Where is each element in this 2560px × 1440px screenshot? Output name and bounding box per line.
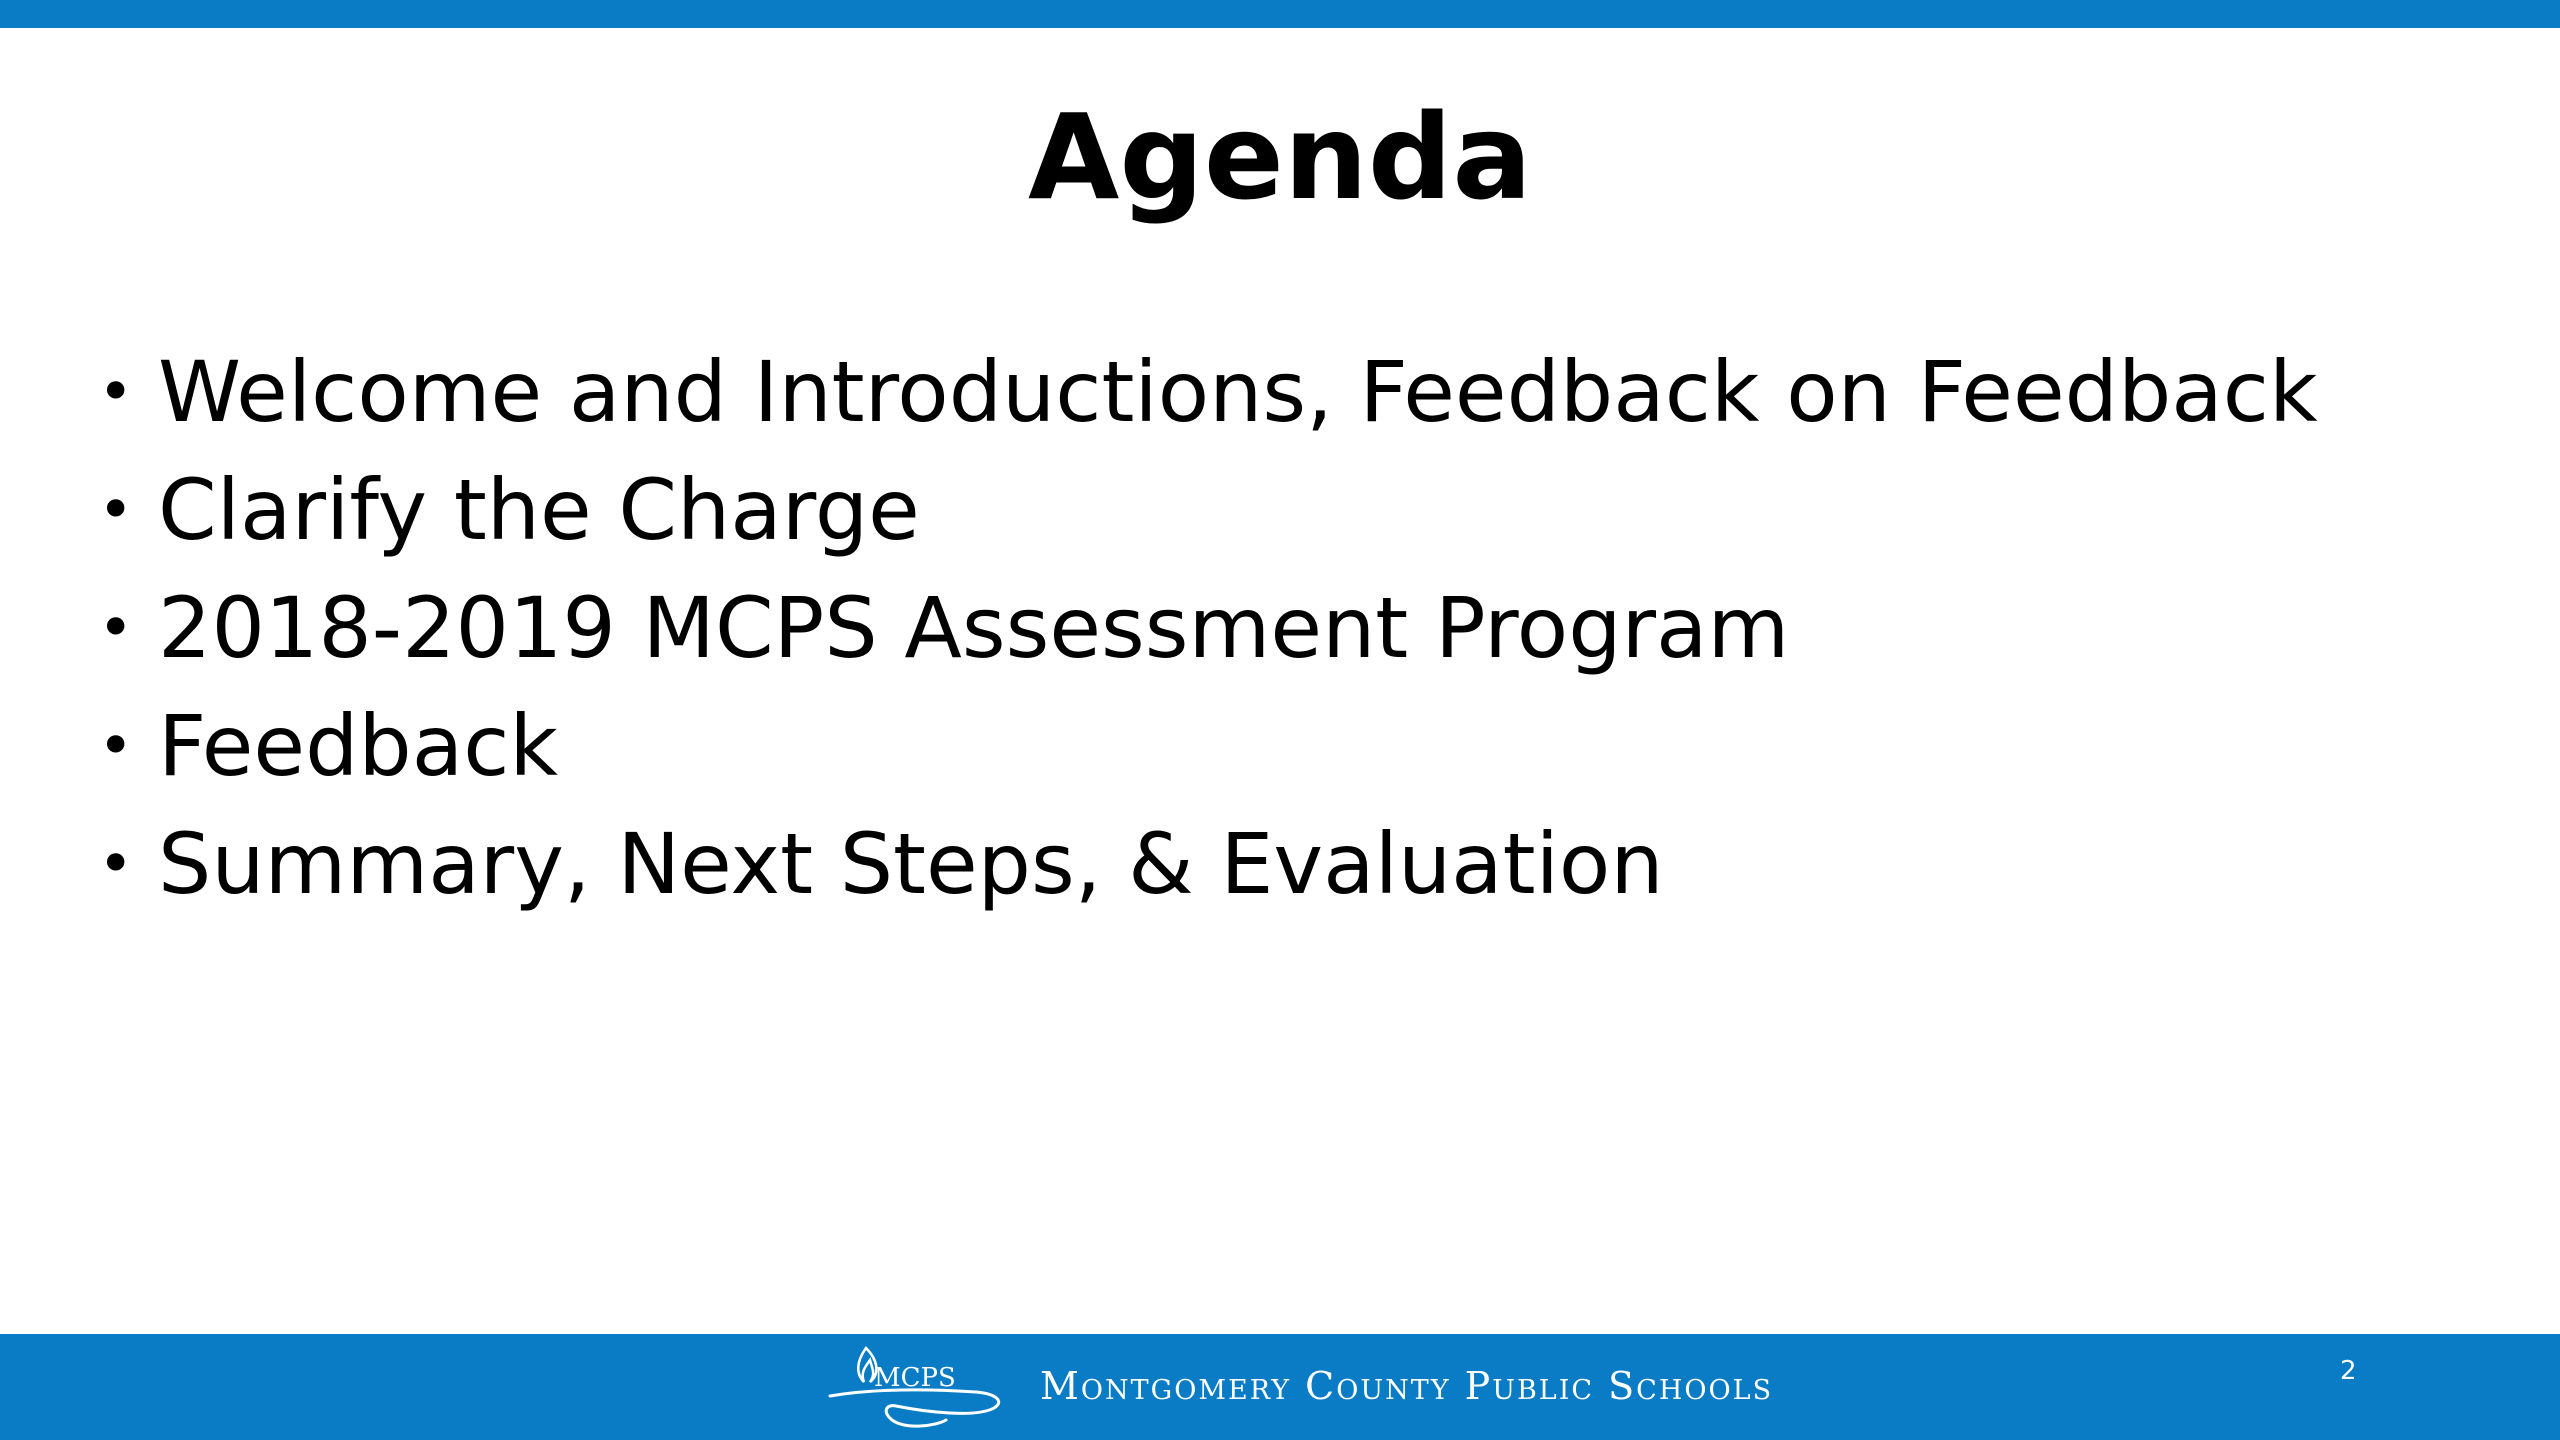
agenda-item xyxy=(98,451,2318,569)
page-number: 2 xyxy=(2340,1356,2357,1386)
agenda-item-text: Welcome and Introductions, Feedback on Feedback xyxy=(158,343,2318,441)
agenda-item-text: Clarify the Charge xyxy=(158,461,920,559)
bullet-icon: • xyxy=(98,829,134,899)
footer-bar xyxy=(0,1334,2560,1440)
bullet-icon: • xyxy=(98,593,134,663)
bullet-icon: • xyxy=(98,475,134,545)
agenda-item-text: Feedback xyxy=(158,697,559,795)
bullet-icon: • xyxy=(98,357,134,427)
bullet-icon: • xyxy=(98,711,134,781)
agenda-item xyxy=(98,333,2318,451)
agenda-item xyxy=(98,805,2318,923)
organization-name: Montgomery County Public Schools xyxy=(1040,1364,1774,1408)
slide-title: Agenda xyxy=(1028,88,1532,226)
logo-text: MCPS xyxy=(874,1363,956,1393)
top-accent-bar xyxy=(0,0,2560,28)
agenda-item-text: Summary, Next Steps, & Evaluation xyxy=(158,815,1664,913)
agenda-list xyxy=(98,333,2318,923)
agenda-item xyxy=(98,569,2318,687)
agenda-item xyxy=(98,687,2318,805)
mcps-flame-logo-icon xyxy=(826,1340,1006,1436)
agenda-item-text: 2018-2019 MCPS Assessment Program xyxy=(158,579,1790,677)
